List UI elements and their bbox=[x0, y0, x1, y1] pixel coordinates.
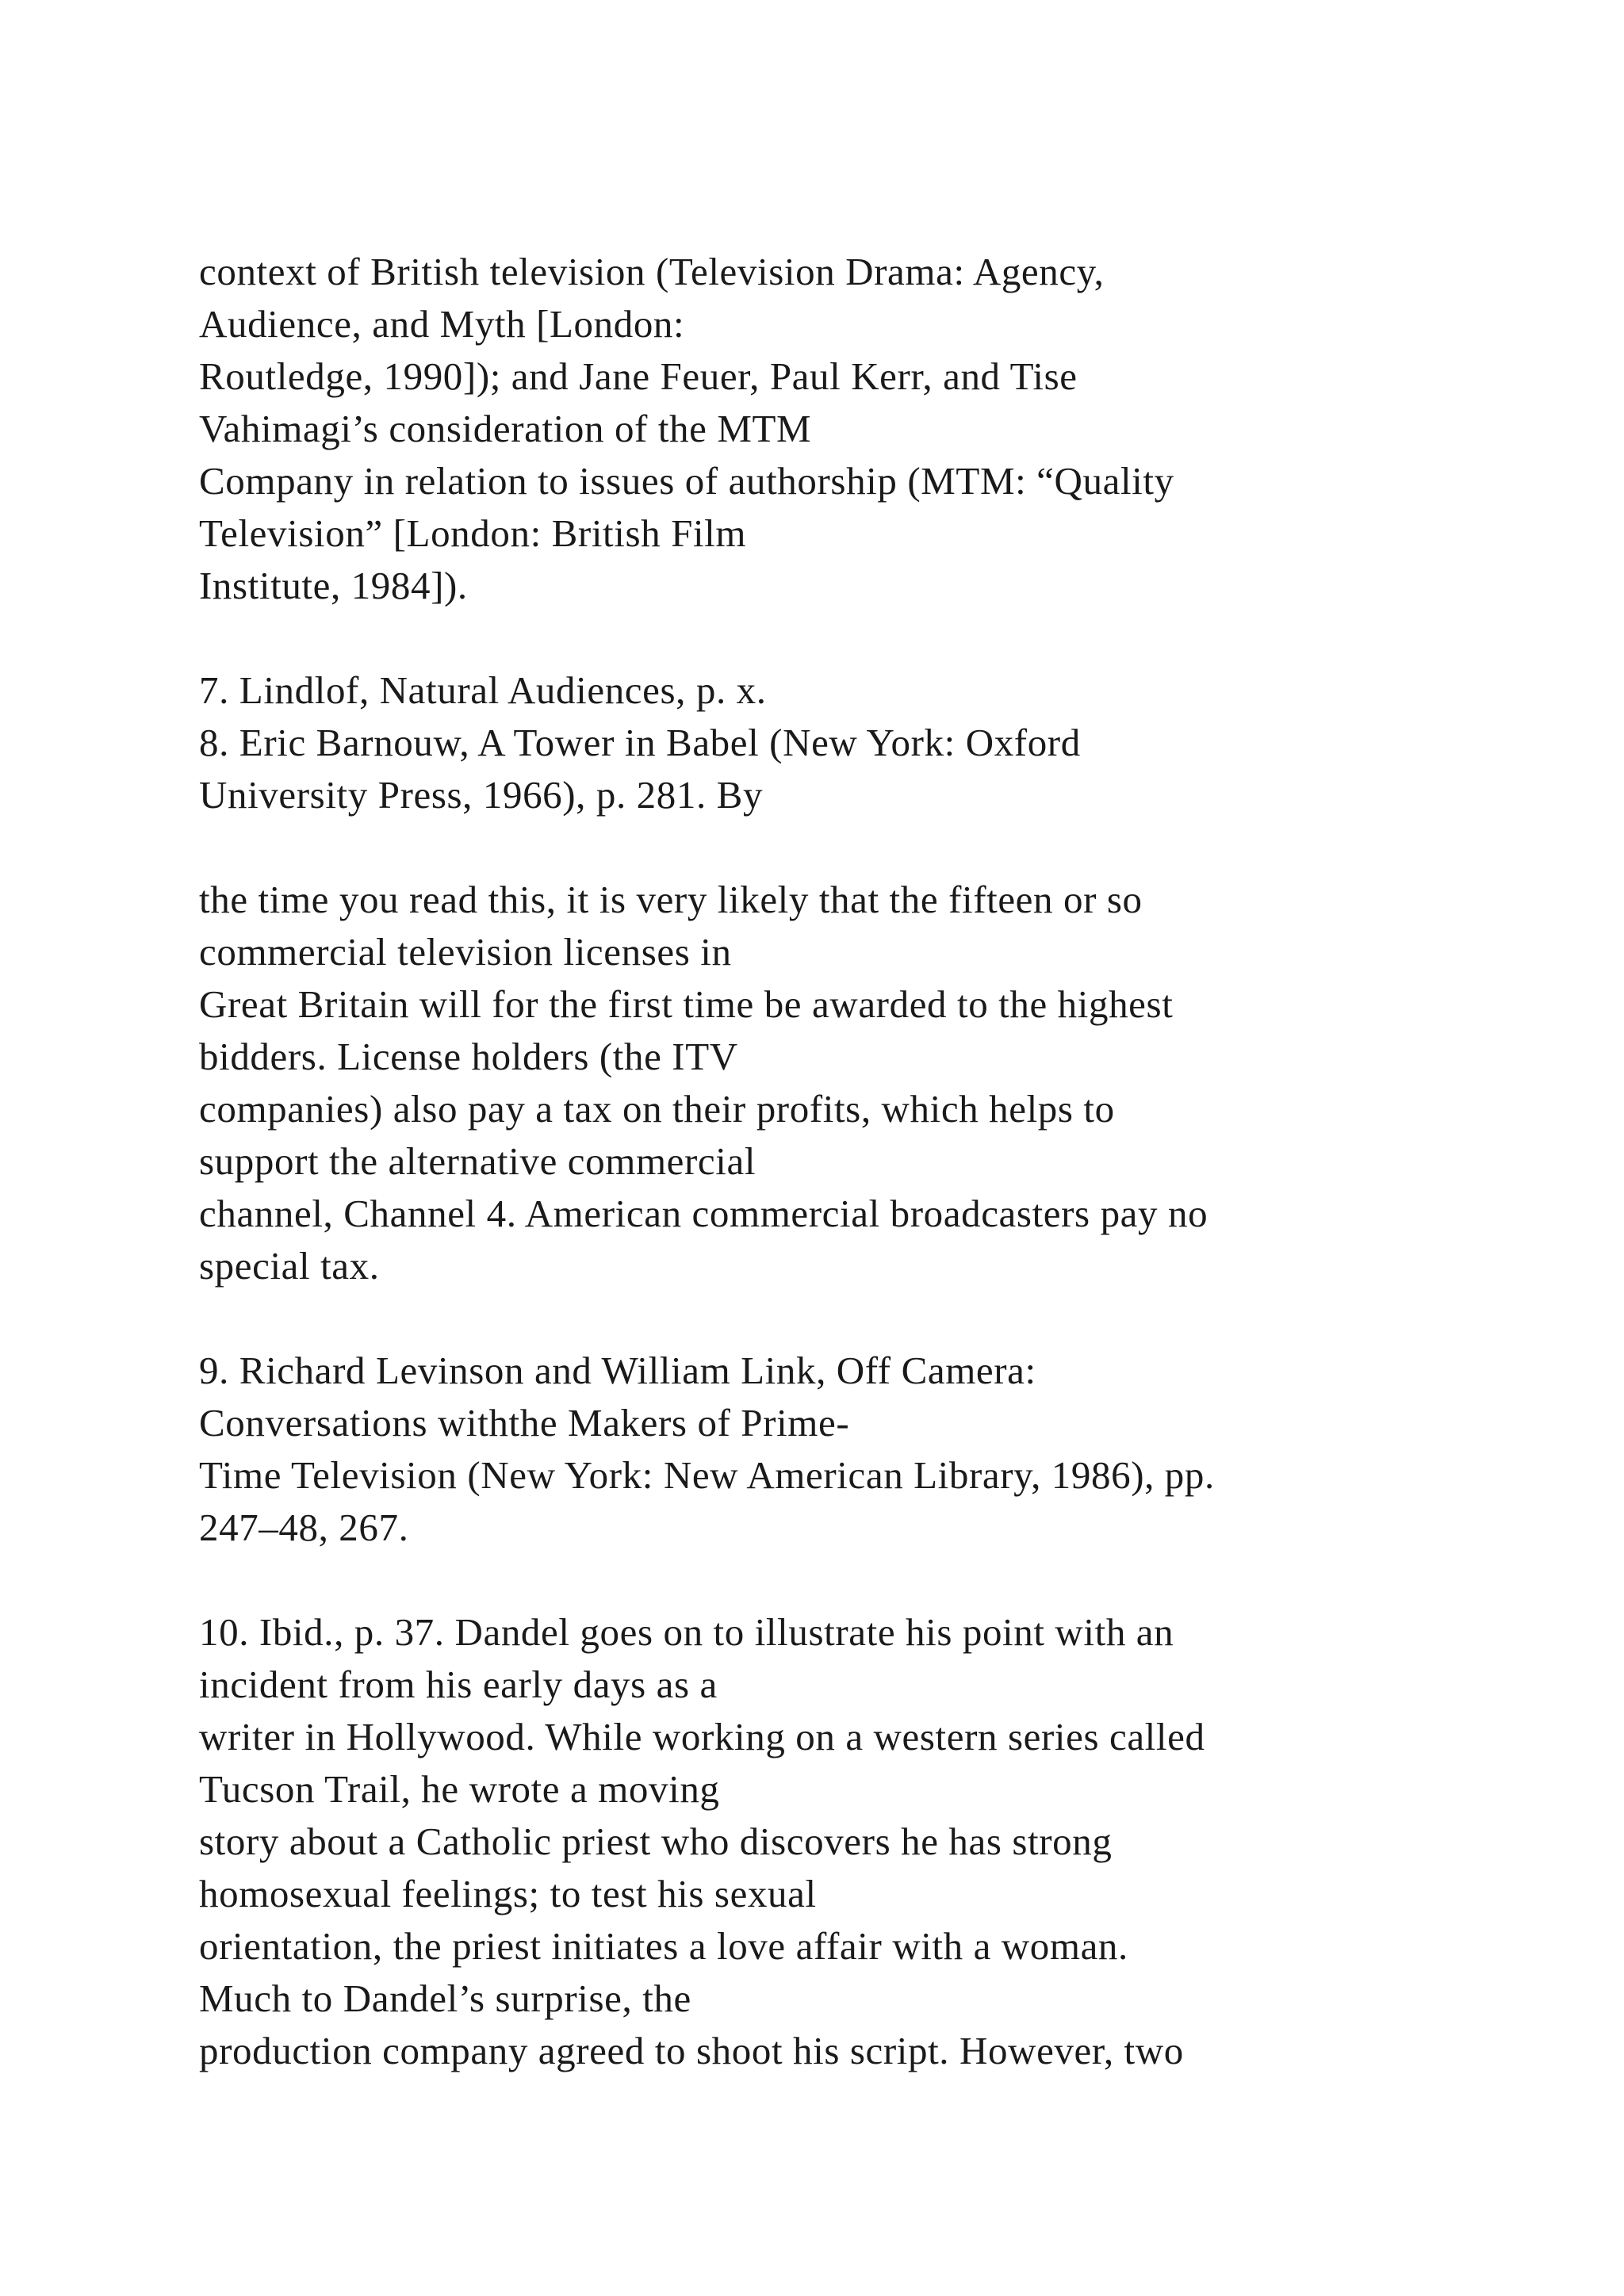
footnote-7: 7. Lindlof, Natural Audiences, p. x. bbox=[199, 668, 767, 712]
text-line: University Press, 1966), p. 281. By bbox=[199, 773, 764, 817]
footnote-9: 9. Richard Levinson and William Link, Off Camera: bbox=[199, 1349, 1036, 1392]
text-line: story about a Catholic priest who discovers he has strong bbox=[199, 1820, 1113, 1863]
text-line: Vahimagi’s consideration of the MTM bbox=[199, 407, 812, 450]
text-line: Much to Dandel’s surprise, the bbox=[199, 1976, 691, 2020]
text-line: the time you read this, it is very likely that the fifteen or so bbox=[199, 878, 1143, 921]
text-line: Time Television (New York: New American Library, 1986), pp. bbox=[199, 1453, 1215, 1497]
text-line: channel, Channel 4. American commercial broadcasters pay no bbox=[199, 1192, 1208, 1235]
text-line: production company agreed to shoot his script. However, two bbox=[199, 2029, 1184, 2072]
text-line: Great Britain will for the first time be awarded to the highest bbox=[199, 982, 1174, 1026]
text-line: Audience, and Myth [London: bbox=[199, 302, 685, 346]
text-line: Institute, 1984]). bbox=[199, 564, 468, 607]
text-line: Routledge, 1990]); and Jane Feuer, Paul Kerr, and Tise bbox=[199, 354, 1078, 398]
text-line: writer in Hollywood. While working on a western series called bbox=[199, 1715, 1205, 1758]
text-line: special tax. bbox=[199, 1244, 380, 1288]
text-line: Conversations withthe Makers of Prime- bbox=[199, 1401, 850, 1445]
text-line: homosexual feelings; to test his sexual bbox=[199, 1872, 817, 1915]
paragraph-gap bbox=[199, 821, 1611, 874]
text-line: Company in relation to issues of authorship (MTM: “Quality bbox=[199, 459, 1174, 503]
paragraph-gap bbox=[199, 1554, 1611, 1606]
text-line: 247–48, 267. bbox=[199, 1506, 409, 1549]
footnote-10: 10. Ibid., p. 37. Dandel goes on to illustrate his point with an bbox=[199, 1610, 1174, 1654]
text-line: context of British television (Television Drama: Agency, bbox=[199, 250, 1105, 293]
text-line: orientation, the priest initiates a love affair with a woman. bbox=[199, 1924, 1128, 1968]
text-line: support the alternative commercial bbox=[199, 1139, 756, 1183]
text-line: companies) also pay a tax on their profits, which helps to bbox=[199, 1087, 1115, 1131]
text-line: commercial television licenses in bbox=[199, 930, 732, 974]
document-body-text bbox=[199, 246, 1611, 2077]
text-line: bidders. License holders (the ITV bbox=[199, 1035, 738, 1078]
text-line: incident from his early days as a bbox=[199, 1663, 718, 1706]
text-line: Television” [London: British Film bbox=[199, 511, 747, 555]
text-line: Tucson Trail, he wrote a moving bbox=[199, 1767, 720, 1811]
paragraph-gap bbox=[199, 1292, 1611, 1345]
footnote-8: 8. Eric Barnouw, A Tower in Babel (New York: Oxford bbox=[199, 721, 1081, 764]
paragraph-gap bbox=[199, 612, 1611, 664]
